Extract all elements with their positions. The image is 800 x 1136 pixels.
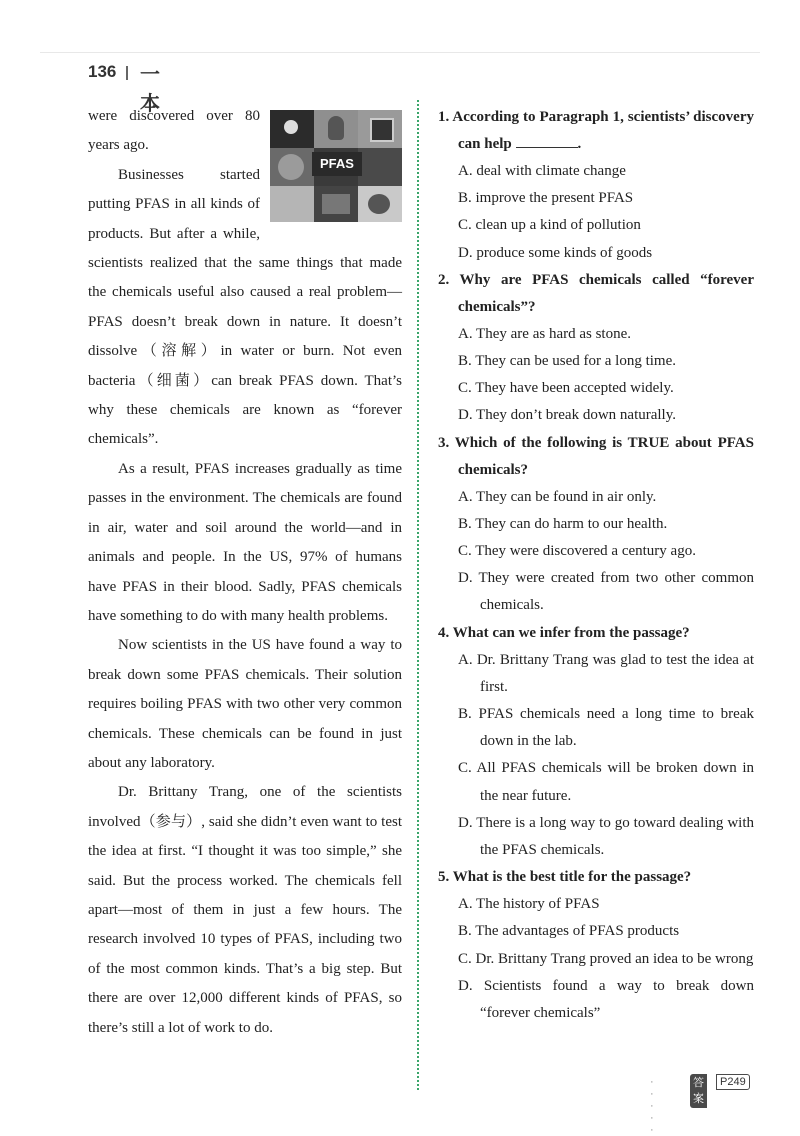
question-4	[438, 620, 754, 865]
option-a: A. They can be found in air only.	[458, 488, 657, 505]
question-5	[438, 864, 754, 1027]
leader-dots: · · · · ·	[650, 1076, 655, 1136]
option-d: D. There is a long way to go toward dealing with the PFAS chemicals.	[458, 814, 754, 859]
question-stem: 4. What can we infer from the passage?	[438, 624, 690, 641]
answer-page: P249	[716, 1074, 750, 1090]
option-b: B. They can do harm to our health.	[458, 515, 668, 532]
question-stem: 2. Why are PFAS chemicals called “forever chemicals”?	[438, 271, 754, 315]
option-b: B. They can be used for a long time.	[458, 353, 676, 370]
option-c: C. Dr. Brittany Trang proved an idea to be wrong	[458, 950, 754, 967]
option-d: D. They don’t break down naturally.	[458, 407, 677, 424]
option-d: D. They were created from two other common chemicals.	[458, 570, 754, 614]
questions-column	[438, 104, 754, 1027]
reading-passage	[88, 102, 402, 1043]
option-a: A. Dr. Brittany Trang was glad to test the idea at first.	[458, 651, 754, 695]
top-rule	[40, 52, 760, 53]
pfas-image-label: PFAS	[312, 152, 362, 176]
pfas-illustration	[270, 110, 402, 222]
option-a: A. They are as hard as stone.	[458, 325, 631, 342]
page-number: 136	[88, 62, 117, 81]
option-c: C. They have been accepted widely.	[458, 380, 674, 397]
paragraph-5: Dr. Brittany Trang, one of the scientists involved（参与）, said she didn’t even want to test the idea at first. “I thought it was too simple,” she said. But the process worked. The chemicals fell apart—most of them in just a few hours. The research involved 10 types of PFAS, including two of the most common kinds. That’s a big step. But there are over 12,000 different kinds of PFAS, so there’s still a lot of work to do.	[88, 784, 402, 1036]
option-d: D. Scientists found a way to break down “forever chemicals”	[458, 977, 754, 1022]
option-c: C. All PFAS chemicals will be broken down in the near future.	[458, 760, 754, 804]
option-a: A. deal with climate change	[458, 163, 626, 179]
question-stem-text: 1. According to Paragraph 1, scientists’ discovery can help	[438, 109, 754, 152]
question-3	[438, 430, 754, 620]
answer-label: 答案	[690, 1074, 707, 1108]
option-b: B. improve the present PFAS	[458, 190, 634, 207]
paragraph-3: As a result, PFAS increases gradually as time passes in the environment. The chemicals are found in air, water and soil around the world—and in animals and people. In the US, 97% of humans have PFAS in their blood. Sadly, PFAS chemicals have something to do with many health problems.	[88, 460, 402, 624]
option-d: D. produce some kinds of goods	[458, 244, 653, 261]
column-divider	[417, 100, 419, 1090]
brand-logo: 一本	[140, 62, 160, 115]
answer-blank	[516, 133, 578, 148]
paragraph-1: were discovered over 80 years ago.	[88, 108, 260, 154]
option-c: C. clean up a kind of pollution	[458, 217, 641, 234]
question-2	[438, 267, 754, 430]
option-a: A. The history of PFAS	[458, 896, 600, 913]
paragraph-2: Businesses started putting PFAS in all kinds of products. But after a while, scientists realized that the same things that made the chemicals useful also caused a real problem—PFAS doesn’t break down in nature. It doesn’t dissolve（溶解）in water or burn. Not even bacteria（细菌）can break PFAS down. That’s why these chemicals are known as “forever chemicals”.	[88, 166, 402, 448]
question-stem-end: .	[577, 136, 582, 152]
question-stem	[438, 104, 754, 158]
option-c: C. They were discovered a century ago.	[458, 543, 696, 560]
question-stem: 3. Which of the following is TRUE about PFAS chemicals?	[438, 434, 754, 478]
header-separator	[126, 66, 128, 80]
option-b: B. PFAS chemicals need a long time to break down in the lab.	[458, 706, 754, 750]
question-1	[438, 104, 754, 267]
option-b: B. The advantages of PFAS products	[458, 923, 680, 940]
question-stem: 5. What is the best title for the passage?	[438, 869, 692, 886]
paragraph-4: Now scientists in the US have found a way to break down some PFAS chemicals. Their solution requires boiling PFAS with two other very common chemicals. These chemicals can be found in just about any laboratory.	[88, 637, 402, 771]
